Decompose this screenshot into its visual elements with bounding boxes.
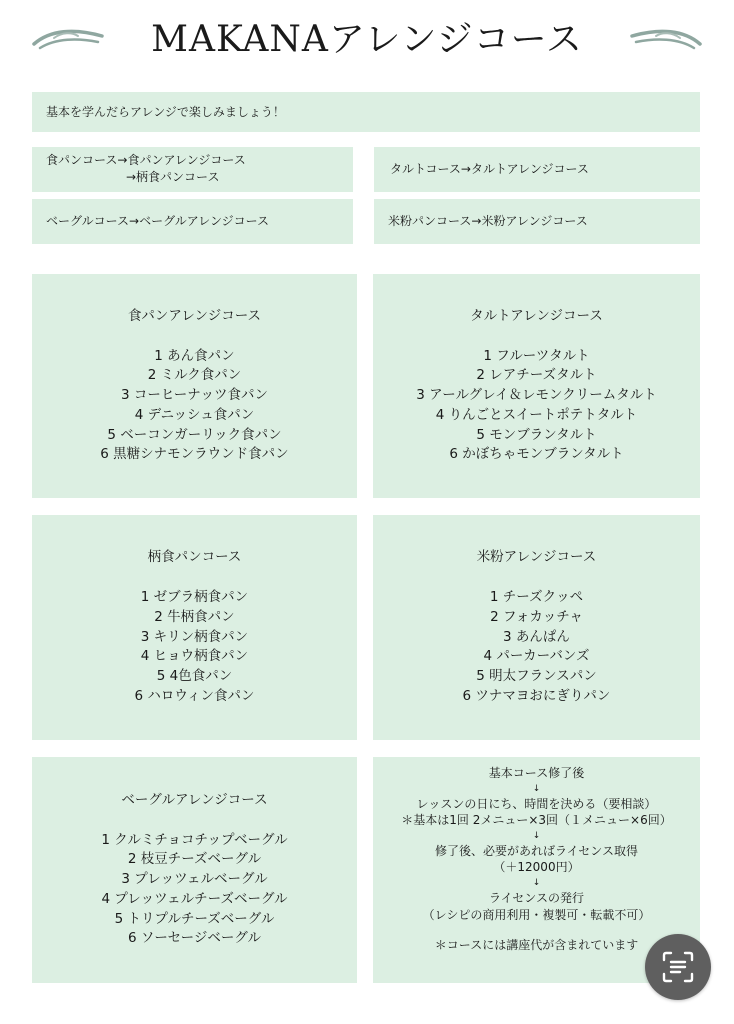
right-flourish-icon [630, 24, 702, 54]
course-item: 1 あん食パン [154, 347, 235, 364]
flow-step-license: 修了後、必要があればライセンス取得 [435, 843, 638, 858]
flow-step-issue: ライセンスの発行 [489, 890, 584, 905]
course-item: 4 ヒョウ柄食パン [140, 648, 249, 665]
course-item: 5 トリプルチーズベーグル [114, 910, 275, 927]
course-item: 2 枝豆チーズベーグル [127, 851, 262, 868]
flow-step-schedule-note: ＊基本は1回 2メニュー×3回（１メニュー×6回） [401, 813, 672, 828]
path-tart-text: タルトコース→タルトアレンジコース [390, 162, 589, 176]
course-item: 1 ゼブラ柄食パン [140, 589, 249, 605]
course-item: 6 黒糖シナモンラウンド食パン [100, 446, 289, 463]
course-item: 3 プレッツェルベーグル [121, 871, 268, 888]
course-title: 米粉アレンジコース [476, 549, 597, 566]
scan-text-icon [661, 950, 695, 984]
course-item: 2 ミルク食パン [147, 367, 242, 384]
course-item: 4 パーカーバンズ [483, 648, 590, 665]
course-item: 6 ハロウィン食パン [134, 687, 255, 704]
path-bagel [32, 199, 353, 244]
path-shokupan-line1: 食パンコース→食パンアレンジコース [46, 153, 246, 167]
course-item: 4 デニッシュ食パン [134, 406, 255, 423]
course-item: 1 クルミチョコチップベーグル [101, 831, 288, 848]
flow-down-arrow: ↓ [532, 783, 541, 794]
page-title: MAKANAアレンジコース [151, 19, 583, 60]
flow-footnote: ＊コースには講座代が含まれています [434, 938, 639, 953]
course-card-bagel-arrange [32, 757, 357, 983]
path-shokupan [32, 147, 353, 192]
course-item: 3 コーヒーナッツ食パン [120, 387, 269, 404]
intro-banner [32, 92, 700, 132]
course-card-shokupan-arrange [32, 274, 357, 498]
course-item: 3 アールグレイ＆レモンクリームタルト [416, 387, 657, 404]
scan-text-button[interactable] [645, 934, 711, 1000]
path-shokupan-line2: →柄食パンコース [126, 170, 220, 184]
course-title: ベーグルアレンジコース [121, 791, 268, 808]
course-item: 6 かぼちゃモンブランタルト [449, 446, 624, 463]
course-title: 食パンアレンジコース [127, 307, 262, 324]
path-tart [374, 147, 700, 192]
course-item: 1 フルーツタルト [483, 347, 590, 364]
course-card-komeko-arrange [373, 515, 700, 740]
flow-down-arrow: ↓ [532, 877, 541, 888]
flow-down-arrow: ↓ [532, 830, 541, 841]
course-item: 5 明太フランスパン [476, 668, 597, 685]
flow-step-schedule: レッスンの日にち、時間を決める（要相談） [416, 796, 657, 811]
intro-text: 基本を学んだらアレンジで楽しみましょう！ [46, 104, 285, 119]
path-komeko [374, 199, 700, 244]
flow-step-issue-note: （レシピの商用利用・複製可・転載不可） [422, 907, 651, 922]
course-item: 1 チーズクッペ [489, 589, 584, 605]
flow-step-completion: 基本コース修了後 [488, 766, 585, 780]
course-item: 4 プレッツェルチーズベーグル [101, 890, 288, 907]
course-card-tart-arrange [373, 274, 700, 498]
course-item: 6 ツナマヨおにぎりパン [462, 687, 611, 704]
course-card-gara-shokupan [32, 515, 357, 740]
course-item: 6 ソーセージベーグル [128, 930, 261, 947]
course-item: 3 キリン柄食パン [140, 628, 249, 645]
flow-step-license-price: （＋12000円） [493, 860, 580, 875]
course-title: タルトアレンジコース [470, 307, 603, 324]
path-bagel-text: ベーグルコース→ベーグルアレンジコース [46, 214, 270, 228]
course-item: 4 りんごとスイートポテトタルト [435, 406, 638, 423]
course-item: 3 あんぱん [503, 628, 570, 645]
course-item: 2 レアチーズタルト [476, 367, 597, 384]
course-item: 5 ベーコンガーリック食パン [107, 426, 282, 443]
course-item: 5 モンブランタルト [476, 426, 597, 443]
course-item: 2 フォカッチャ [490, 608, 583, 625]
course-item: 2 牛柄食パン [154, 608, 235, 625]
path-komeko-text: 米粉パンコース→米粉アレンジコース [388, 214, 588, 228]
course-item: 5 4色食パン [156, 668, 233, 685]
course-title: 柄食パンコース [147, 549, 242, 566]
